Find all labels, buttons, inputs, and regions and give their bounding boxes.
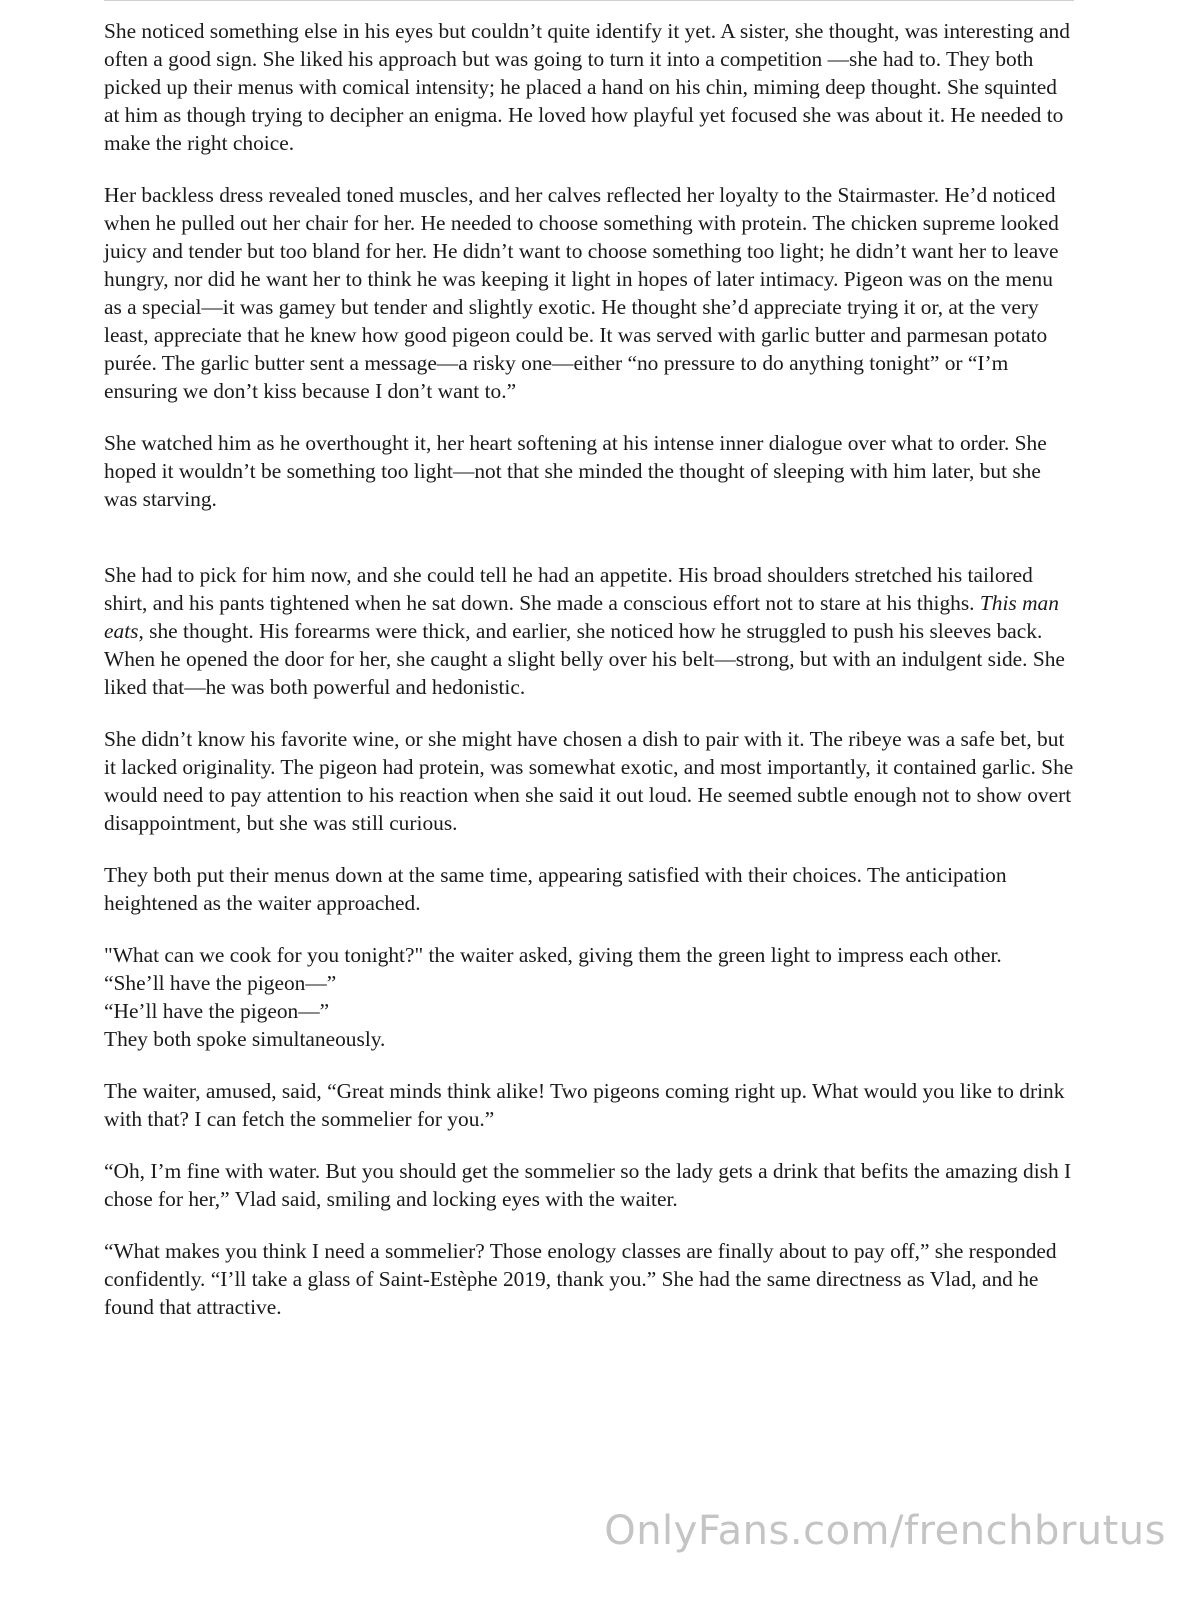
paragraph-4-italic: This man eats [104,591,1059,643]
paragraph-4-part-b: , she thought. His forearms were thick, and earlier, she noticed how he struggled to push his sleeves back. When he opened the door for her, she caught a slight belly over his belt—strong, but with an indulgent side. She liked that—he was both powerful and hedonistic. [104,619,1065,699]
paragraph-4-part-a: She had to pick for him now, and she could tell he had an appetite. His broad shoulders stretched his tailored shirt, and his pants tightened when he sat down. She made a conscious effort not to stare at his thighs. [104,563,1033,615]
document-body [104,17,1074,1345]
paragraph-8: The waiter, amused, said, “Great minds think alike! Two pigeons coming right up. What would you like to drink with that? I can fetch the sommelier for you.” [104,1079,1065,1131]
dialogue-line-simultaneous: They both spoke simultaneously. [104,1027,386,1051]
paragraph-1: She noticed something else in his eyes but couldn’t quite identify it yet. A sister, she thought, was interesting and often a good sign. She liked his approach but was going to turn it into a competition —she had to. They both picked up their menus with comical intensity; he placed a hand on his chin, miming deep thought. She squinted at him as though trying to decipher an enigma. He loved how playful yet focused she was about it. He needed to make the right choice. [104,19,1070,155]
paragraph-5: She didn’t know his favorite wine, or she might have chosen a dish to pair with it. The ribeye was a safe bet, but it lacked originality. The pigeon had protein, was somewhat exotic, and most importantly, it contained garlic. She would need to pay attention to his reaction when she said it out loud. He seemed subtle enough not to show overt disappointment, but she was still curious. [104,727,1074,835]
dialogue-line-he: “He’ll have the pigeon—” [104,999,330,1023]
paragraph-9: “Oh, I’m fine with water. But you should get the sommelier so the lady gets a drink that befits the amazing dish I chose for her,” Vlad said, smiling and locking eyes with the waiter. [104,1159,1072,1211]
dialogue-line-she: “She’ll have the pigeon—” [104,971,337,995]
top-divider [104,0,1074,3]
paragraph-2: Her backless dress revealed toned muscles, and her calves reflected her loyalty to the Stairmaster. He’d noticed when he pulled out her chair for her. He needed to choose something with protein. The chicken supreme looked juicy and tender but too bland for her. He didn’t want to choose something too light; he didn’t want her to leave hungry, nor did he want her to think he was keeping it light in hopes of later intimacy. Pigeon was on the menu as a special—it was gamey but tender and slightly exotic. He thought she’d appreciate trying it or, at the very least, appreciate that he knew how good pigeon could be. It was served with garlic butter and parmesan potato purée. The garlic butter sent a message—a risky one—either “no pressure to do anything tonight” or “I’m ensuring we don’t kiss because I don’t want to.” [104,183,1059,403]
dialogue-block [104,941,1074,1053]
watermark-text: OnlyFans.com/frenchbrutus [604,1508,1166,1554]
dialogue-line-waiter: "What can we cook for you tonight?" the waiter asked, giving them the green light to impress each other. [104,943,1002,967]
paragraph-10: “What makes you think I need a sommelier? Those enology classes are finally about to pay off,” she responded confidently. “I’ll take a glass of Saint-Estèphe 2019, thank you.” She had the same directness as Vlad, and he found that attractive. [104,1239,1057,1319]
paragraph-6: They both put their menus down at the same time, appearing satisfied with their choices. The anticipation heightened as the waiter approached. [104,863,1007,915]
paragraph-4 [104,561,1074,701]
paragraph-3: She watched him as he overthought it, her heart softening at his intense inner dialogue over what to order. She hoped it wouldn’t be something too light—not that she minded the thought of sleeping with him later, but she was starving. [104,431,1047,511]
